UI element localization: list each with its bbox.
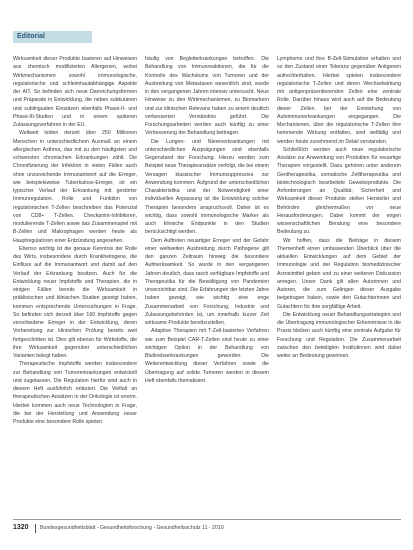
paragraph: Adaptive Therapien mit T-Zell-basierten Verfahren wie zum Beispiel CAR-T-Zellen sind heute zu einer wichtigen Option in der Behandlung von Blutkrebserkrankungen geworden. Die Weiterentwicklung dieser Verfahren sowie die Übertragung auf solide Tumoren werden in diesem Heft ebenfalls thematisiert. [145,328,269,384]
paragraph: Dem Auftreten neuartiger Erreger und der Gefahr einer weltweiten Ausbreitung durch Pathogene gilt den ganzen Zeitraum hinweg die besondere Aufmerksamkeit. So wurde in den vergangenen Jahren deutlich, dass rasch verfügbare Impfstoffe und Therapeutika für die Bewältigung von Pandemien unverzichtbar sind. Die Erfahrungen der letzten Jahre haben gezeigt, wie wichtig eine enge Zusammenarbeit von Forschung, Industrie und Zulassungsbehörden ist, um innerhalb kurzer Zeit wirksame Produkte bereitzustellen. [145,237,269,326]
column-2 [145,55,269,517]
column-1 [13,55,137,517]
page-number: 1320 [13,524,29,531]
paragraph: Lymphome und ihre B-Zell-Stimulation erhalten und so den Zustand einer Toleranz gegenüber Antigenen aufrechterhalten. Hierbei spielen insbesondere regulatorische T-Zellen und deren Wechselwirkung mit antigenpräsentierenden Zellen eine zentrale Rolle. Darüber hinaus wird auch auf die Bedeutung dieser Zellen bei der Entstehung von Autoimmunerkrankungen eingegangen. Die Mechanismen, über die regulatorische T-Zellen ihre hemmende Wirkung entfalten, sind vielfältig und werden heute zunehmend im Detail verstanden. [277,56,401,145]
paragraph: Weltweit leiden derzeit über 250 Millionen Menschen in unterschiedlichem Ausmaß an einem allergischen Asthma, das mit zu den häufigsten und schwersten chronischen Erkrankungen zählt. Die Chronifizierung der Infektion in vielen Fällen auch ohne unzureichende Immunantwort auf die Erreger, wie beispielsweise Tuberkulose-Erreger, ist ein typischer Verlauf der Erkrankung mit gestörter Immunregulation. Rolle und Funktion von regulatorischen T-Zellen beschreiben das Potenzial von CD8+ T-Zellen. Checkpoint-Inhibitoren, modulierende T-Zellen sowie das Zusammenspiel mit B-Zellen und Makrophagen werden heute als Hauptregulatoren einer Entzündung angesehen. [13,130,137,244]
paragraph: Wir hoffen, dass die Beiträge in diesem Themenheft einen umfassenden Überblick über die aktuellen Entwicklungen auf dem Gebiet der Immunologie und der Regulation biomedizinischer Arzneimittel geben und zu einer weiteren Diskussion anregen. Unser Dank gilt allen Autorinnen und Autoren, die zum Gelingen dieser Ausgabe beigetragen haben, sowie den Gutachterinnen und Gutachtern für ihre sorgfältige Arbeit. [277,237,401,310]
journal-citation: Bundesgesundheitsblatt - Gesundheitsforschung - Gesundheitsschutz 11 · 2010 [40,525,224,531]
paragraph: Die Entwicklung neuer Behandlungsstrategien und die Übertragung immunologischer Erkenntnisse in die Praxis bleiben auch künftig eine zentrale Aufgabe für Forschung und Regulation. Die Zusammenarbeit zwischen den beteiligten Institutionen wird dabei weiter an Bedeutung gewinnen. [277,311,401,359]
paragraph: Therapeutische Impfstoffe werden insbesondere zur Behandlung von Tumorerkrankungen entwickelt und zugelassen. Die Regulation hierfür wird auch in diesem Heft ausführlich erläutert. Die Vielfalt an therapeutischen Ansätzen in der Onkologie ist enorm. Hierbei kommen auch neue Technologien in Frage, die bei der Herstellung und Anwendung neuer Produkte eine besondere Rolle spielen. [13,361,137,425]
paragraph: Ebenso wichtig ist die genaue Kenntnis der Rolle des Wirts, insbesondere durch Krankheitsgene, die Einfluss auf die Immunantwort und damit auf den Verlauf der Erkrankung besitzen. Auch für die Entwicklung neuer Impfstoffe und Therapien, die in einigen Fällen bereits die Wirksamkeit in präklinischen und klinischen Studien gezeigt haben, kommen entsprechende Untersuchungen in Frage. So befinden sich derzeit über 160 Impfstoffe gegen verschiedene Erreger in der Entwicklung, deren Vorbereitung zur klinischen Prüfung bereits weit fortgeschritten ist. Dies gilt ebenso für Wirkstoffe, die ihre Wirksamkeit gegenüber unterschiedlichen Varianten belegt haben. [13,245,137,359]
paragraph: Schließlich werden auch neue regulatorische Ansätze zur Anwendung von Produkten für neuartige Therapien vorgestellt. Dazu gehören unter anderem Gentherapeutika, somatische Zelltherapeutika und biotechnologisch bearbeitete Gewebeprodukte. Die Anforderungen an Qualität, Sicherheit und Wirksamkeit dieser Produkte stellen Hersteller und Behörden gleichermaßen vor neue Herausforderungen. Dabei kommt der engen wissenschaftlichen Beratung eine besondere Bedeutung zu. [277,146,401,236]
footer-separator [35,524,36,533]
section-label: Editorial [13,31,92,43]
paragraph: Die Lungen- und Nierenerkrankungen mit unterschiedlichen Ausprägungen sind ebenfalls Gegenstand der Forschung. Hierzu werden zum Beispiel neue Therapieansätze verfolgt, die bei einem Versagen klassischer Immunsuppressiva zur Anwendung kommen. Aufgrund der unterschiedlichen Charakteristika und der Notwendigkeit einer individuellen Anpassung ist die Entwicklung solcher Therapien besonders anspruchsvoll. Daher ist es wichtig, dass sowohl immunologische Marker als auch klinische Endpunkte in den Studien berücksichtigt werden. [145,138,269,236]
column-3 [277,55,401,517]
paragraph: häufig von Begleiterkrankungen betroffen. Die Behandlung von Immunreaktionen, die für die Kontrolle des Wachstums von Tumoren und der Ausbreitung von Metastasen wesentlich sind, wurde in den vergangenen Jahren intensiv untersucht. Neue Hinweise zu den Wirkmechanismen, zu Biomarkern und zur klinischen Relevanz haben zu einem deutlich verbesserten Verständnis geführt. Die Forschungsarbeiten werden auch künftig zu einer Verbesserung der Behandlung beitragen. [145,56,269,137]
footer-divider [13,519,401,520]
paragraph: Wirksamkeit dieser Produkte basieren auf Hinweisen aus chemisch modifizierten Allergenen, wobei Wirkmechanismen sowohl immunologische, regulatorische und schleimhautabhängige Aspekte der AIT. So befinden sich neue Darreichungsformen und Präparate in Entwicklung, die neben subkutanen und sublingualen Einsätzen ebenfalls Phase-II- und Phase-III-Studien und in einem späteren Zulassungsverfahren in der EU. [13,56,137,128]
page-footer [0,519,413,537]
body-text [13,55,401,517]
